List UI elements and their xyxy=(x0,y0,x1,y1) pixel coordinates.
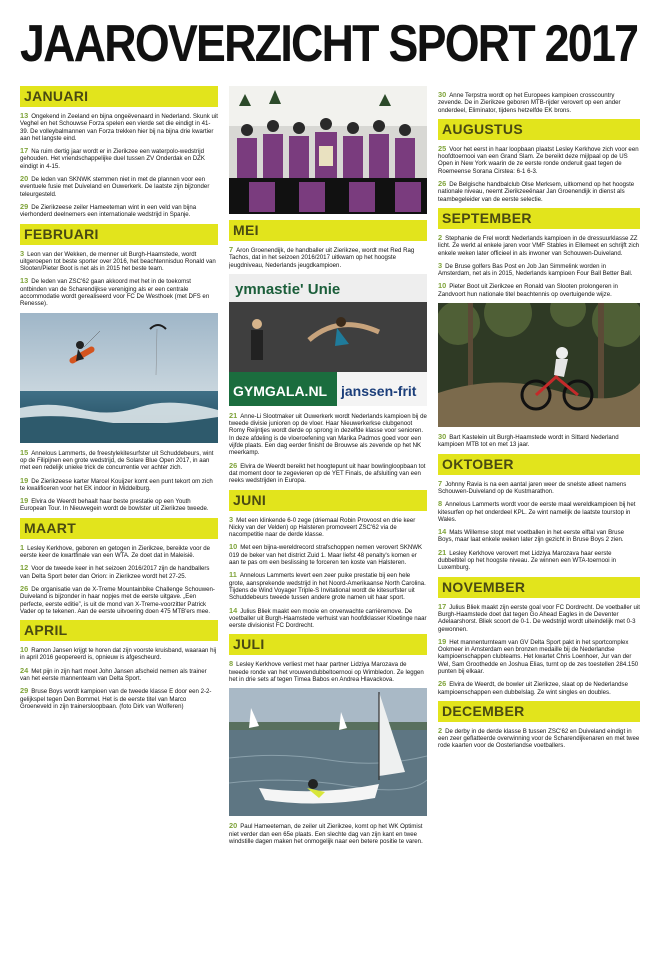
entry-text: Paul Hameeteman, de zeiler uit Zierikzee, komt op het WK Optimist niet verder dan een 65e plaats. Een slechte dag van zijn kant en twee windstille dagen maken het onmogelijk naar een betere positie te varen. xyxy=(229,823,423,845)
entry-text: Leon van der Wekken, de menner uit Burgh-Haamstede, wordt uitgeroepen tot beste sporter over 2016, het beachtennisduo Ronald van Slooten/Pieter Boot is net als in 2015 het beste team. xyxy=(20,250,216,273)
entry-text: Ramon Jansen krijgt te horen dat zijn voorste kruisband, waaraan hij in april 2016 geopereerd is, opnieuw is afgescheurd. xyxy=(20,647,217,662)
sailing-photo xyxy=(229,688,427,816)
entry-day: 29 xyxy=(20,686,29,696)
entry xyxy=(229,543,427,566)
entry xyxy=(438,433,640,449)
entry-day: 26 xyxy=(438,679,447,689)
entry xyxy=(438,262,640,278)
entry xyxy=(20,112,218,142)
entry-day: 15 xyxy=(20,447,29,457)
entry-text: Elvira de Weerdt bereikt het hoogtepunt uit haar bowlingloopbaan tot dat moment door te zegevieren op de YET Finals, de afsluiting van een reeks wedstrijden in Europa. xyxy=(229,462,426,485)
entry-day: 20 xyxy=(229,821,238,831)
entry xyxy=(438,680,640,696)
entry xyxy=(229,607,427,630)
entry xyxy=(20,564,218,580)
entry xyxy=(438,727,640,750)
entry xyxy=(438,282,640,298)
entry xyxy=(229,822,427,845)
entry-day: 10 xyxy=(20,645,29,655)
gymnastics-photo xyxy=(229,274,427,406)
entry-text: De Zierikzeese zeiler Hameeteman wint in een veld van bijna vierhonderd deelnemers een internationale wedstrijd in Spanje. xyxy=(20,203,197,219)
entry-text: De leden van ZSC'62 gaan akkoord met het in de toekomst ontbinden van de Scharendijkse vereniging als er een centrale accommodatie wordt gerealiseerd voor FC De Westhoek (met DFS en Renesse). xyxy=(20,278,210,308)
entry xyxy=(438,638,640,675)
month-heading-oktober: OKTOBER xyxy=(438,454,640,475)
entry-day: 3 xyxy=(229,514,234,524)
entry xyxy=(20,175,218,198)
entry-day: 19 xyxy=(20,475,29,485)
month-heading-april: APRIL xyxy=(20,620,218,641)
entry-day: 1 xyxy=(20,542,25,552)
entry-day: 13 xyxy=(20,276,29,286)
entry-day: 19 xyxy=(20,496,29,506)
entry-day: 8 xyxy=(438,499,443,509)
entry-day: 19 xyxy=(438,636,447,646)
entry-day: 21 xyxy=(438,547,447,557)
entry-day: 17 xyxy=(438,601,447,611)
entry-day: 26 xyxy=(438,179,447,189)
entry-day: 3 xyxy=(20,248,25,258)
column-2 xyxy=(229,86,427,966)
entry xyxy=(20,585,218,615)
month-heading-januari: JANUARI xyxy=(20,86,218,107)
entry xyxy=(229,412,427,457)
month-heading-maart: MAART xyxy=(20,518,218,539)
entry-text: Annelous Lammerts, de freestylekitesurfster uit Schuddebeurs, wint op de Filipijnen een grote wedstrijd, de Solare Blue Open 2017, in aan met een redelijk unieke trick de concurrentie ver achter zich. xyxy=(20,449,214,472)
entry-text: Elvira de Weerdt behaalt haar beste prestatie op een Youth European Tour. In Nieuwegein wordt de bowlster uit Zierikzee tweede. xyxy=(20,498,209,513)
entry-text: Julius Bliek maakt zijn eerste goal voor FC Dordrecht. De voetballer uit Burgh-Haamstede doet dat tegen Go Ahead Eagles in de Deventer Adelaarshorst. Bliek scoort de 0-1. De wedstrijd wordt uiteindelijk met 0-3 gewonnen. xyxy=(438,603,640,633)
entry-day: 25 xyxy=(438,143,447,153)
column-1 xyxy=(20,86,218,966)
entry-text: De Belgische handbalclub Olse Merksem, uitkomend op het hoogste nationale niveau, neemt Zierikzeeënaar Jan Groenendijk in dienst als teambegeleider van de eerste selectie. xyxy=(438,181,635,203)
entry-text: De Zierikzeese karter Marcel Kouijzer komt een punt tekort om zich te kwalificeren voor het EK indoor in Middelburg. xyxy=(20,477,213,492)
entry-text: Voor het eerst in haar loopbaan plaatst Lesley Kerkhove zich voor een hoofdtoernooi van een Grand Slam. Ze bereikt deze mijlpaal op de US Open in New York waarin de ze eerste ronde onderuit gaat tegen de Roemeense Sorana Cirstea: 6-1 6-3. xyxy=(438,145,639,175)
entry xyxy=(20,667,218,683)
entry-text: Pieter Boot uit Zierikzee en Ronald van Slooten prolongeren in Zandvoort hun nationale titel beachtennis op overtuigende wijze. xyxy=(438,283,618,298)
entry-text: Bruse Boys wordt kampioen van de tweede klasse E door een 2-2-gelijkspel tegen Den Bommel. Het is de eerste titel van Marco Groeneveld in zijn trainersloopbaan. (foto Dirk van Wolferen) xyxy=(20,688,212,710)
month-heading-juli: JULI xyxy=(229,634,427,655)
entry-text: Elvira de Weerdt, de bowler uit Zierikzee, slaat op de Nederlandse kampioenschappen een dubbelslag. Ze wint singles en doubles. xyxy=(438,681,628,696)
entry xyxy=(20,250,218,273)
entry xyxy=(229,246,427,269)
entry xyxy=(229,571,427,601)
gymgala-text: GYMGALA.NL xyxy=(233,382,328,399)
entry xyxy=(438,234,640,257)
entry-text: Julius Bliek maakt een mooie en onverwachte carrièremove. De voetballer uit Burgh-Haamstede verhuist van hoofdklasser Kloetinge naar eerste divisionist FC Dordrecht. xyxy=(229,607,427,630)
month-heading-augustus: AUGUSTUS xyxy=(438,119,640,140)
entry-day: 11 xyxy=(229,570,237,580)
entry-day: 13 xyxy=(20,111,29,120)
entry-day: 2 xyxy=(438,232,443,242)
entry xyxy=(20,147,218,170)
entry xyxy=(438,180,640,203)
entry xyxy=(229,462,427,485)
entry-day: 24 xyxy=(20,665,29,675)
entry-text: Annelous Lammerts levert een zeer puike prestatie bij een hele grote, aansprekende wedstrijd in het Noord-Amerikaanse North Carolina. Tijdens de Wind Voyager Triple-S Invitational wordt de kitesurfster uit Schuddebeurs tweede tussen andere grote namen uit haar sport. xyxy=(229,572,426,602)
entry-day: 10 xyxy=(229,542,238,552)
entry-day: 21 xyxy=(229,410,238,420)
entry-text: De leden van SKNWK stemmen niet in met de plannen voor een eventuele fusie met Duiveland en Ouwerkerk. De laatste zijn bijzonder teleurgesteld. xyxy=(20,176,210,198)
entry-day: 7 xyxy=(229,245,234,254)
kitesurf-photo xyxy=(20,313,218,443)
entry-text: Na ruim dertig jaar wordt er in Zierikzee een waterpolo-wedstrijd gehouden. Het vriendschappelijke duel tussen ZV Onderdak en DZK eindigt in 4-15. xyxy=(20,148,205,170)
entry-day: 20 xyxy=(20,174,29,184)
football-team-photo xyxy=(229,86,427,214)
entry-day: 8 xyxy=(229,659,234,669)
mountainbike-photo xyxy=(438,303,640,427)
entry-text: Lesley Kerkhove verliest met haar partner Lidziya Marozava de tweede ronde van het vrouwendubbeltoernooi op Wimbledon. Ze leggen het in drie sets af tegen Timea Babos en Andrea Hlavackova. xyxy=(229,661,424,684)
entry-text: Stephanie de Frel wordt Nederlands kampioen in de dressuurklasse ZZ licht. Ze werkt al enkele jaren voor VMF Stables in Ellemeet en schrijft zich enkele weken later officieel in als inwoner van Schouwen-Duiveland. xyxy=(438,234,640,257)
month-heading-mei: MEI xyxy=(229,220,427,241)
entry-day: 3 xyxy=(438,260,443,270)
entry-text: Het mannenturnteam van GV Delta Sport pakt in het sportcomplex Ookmeer in Amsterdam een bronzen medaille bij de Nederlandse kampioenschappen clubteams. Het kwartet Chris Loenhoer, Jur van der Wel, Sam Groothedde en Joshua Elias, turnt op de zes toestellen 284.150 punten bij elkaar. xyxy=(438,638,639,675)
entry-text: Johnny Ravia is na een aantal jaren weer de snelste atleet namens Schouwen-Duiveland op de Kustmarathon. xyxy=(438,480,627,495)
entry-day: 12 xyxy=(20,563,29,573)
column-3 xyxy=(438,86,640,966)
entry xyxy=(20,449,218,472)
entry xyxy=(438,528,640,544)
entry-text: Met een klinkende 6-0 zege (driemaal Robin Provoost en drie keer Nicky van der Velden) op Halsteren promoveert ZSC'62 via de nacompetitie naar de derde klasse. xyxy=(229,516,416,539)
entry xyxy=(20,544,218,560)
entry-text: Lesley Kerkhove verovert met Lidziya Marozava haar eerste dubbeltitel op het hoogste niveau. Ze winnen een WTA-toernooi in Luxemburg. xyxy=(438,549,617,572)
entry-day: 17 xyxy=(20,146,29,156)
entry xyxy=(438,480,640,496)
entry-text: Anne Terpstra wordt op het Europees kampioen crosscountry zevende. De in Zierikzee geboren MTB-rijder verovert op een ander onderdeel, Eliminator, tijdens hetzelfde EK brons. xyxy=(438,92,621,114)
entry xyxy=(229,516,427,539)
entry-day: 30 xyxy=(438,90,447,99)
gymnastics-banner-text: ymnastie' Unie xyxy=(235,280,341,298)
page-title: JAAROVERZICHT SPORT 2017 xyxy=(20,15,638,73)
month-heading-november: NOVEMBER xyxy=(438,577,640,598)
entry-text: Voor de tweede keer in het seizoen 2016/2017 zijn de handballers van Delta Sport beter dan Orion: in Zierikzee wordt het 27-25. xyxy=(20,565,210,580)
entry-text: Met pijn in zijn hart moet John Jansen afscheid nemen als trainer van het eerste mannenteam van Delta Sport. xyxy=(20,667,207,682)
entry xyxy=(438,91,640,114)
kitesurf-image xyxy=(20,313,218,443)
sailing-image xyxy=(229,688,427,816)
entry xyxy=(438,145,640,175)
entry-day: 26 xyxy=(20,583,29,593)
entry-day: 29 xyxy=(20,201,29,211)
entry-day: 10 xyxy=(438,281,447,291)
entry-day: 14 xyxy=(229,605,238,615)
mountainbike-image xyxy=(438,303,640,427)
entry-text: Met een bijna-wereldrecord strafschoppen nemen verovert SKNWK 019 de beker van het district Zuid 1. Maar liefst 48 penalty's komen er aan te pas om een beslissing te forceren ten koste van Halsteren. xyxy=(229,544,423,567)
entry-text: Annelous Lammerts wordt voor de eerste maal wereldkampioen bij het kitesurfen op het onderdeel KPL. Ze wint namelijk de laatste tourstop in Wales. xyxy=(438,501,636,523)
entry-text: De organisatie van de X-Treme Mountainbike Challenge Schouwen-Duiveland is bijzonder in haar nopjes met de eerste uitgave. „Een perfecte, eerste editie”, is uit de mond van X-Treme-voorzitter Patrick Vader op te tekenen. Aan de eerste uitvoering doen 475 MTB'ers mee. xyxy=(20,585,215,615)
entry-day: 30 xyxy=(438,432,447,442)
entry xyxy=(20,477,218,493)
entry xyxy=(20,646,218,662)
entry-text: De derby in de derde klasse B tussen ZSC'62 en Duiveland eindigt in een zeer geflatteerde overwinning voor de Scharendijkenaren en met twee rode kaarten voor de Oosterlandse voetballers. xyxy=(438,727,640,750)
entry xyxy=(20,277,218,307)
month-heading-september: SEPTEMBER xyxy=(438,208,640,229)
gymnastics-image xyxy=(229,274,427,406)
football-team-image xyxy=(229,86,427,214)
entry xyxy=(438,603,640,633)
entry xyxy=(20,203,218,219)
entry-day: 14 xyxy=(438,527,447,537)
entry-text: Ongekend in Zeeland en bijna ongeëvenaard in Nederland. Skunk uit Veghel en het Schouwse Forza spelen een vierde set die eindigt in 41-39. De volleybalmannen van Forza trekken hier bij na bijna drie kwartier aan het langste eind. xyxy=(20,113,218,142)
entry xyxy=(229,660,427,683)
month-heading-juni: JUNI xyxy=(229,490,427,511)
entry xyxy=(20,497,218,513)
entry xyxy=(20,687,218,710)
entry-text: De Bruse golfers Bas Post en Job Jan Simmelink worden in Amsterdam, net als in 2015, Nederlands kampioen Four Ball Better Ball. xyxy=(438,262,633,278)
entry-text: Mats Willemse stopt met voetballen in het eerste elftal van Bruse Boys, maar laat enkele weken later zijn gezicht in Bruse Boys 2 zien. xyxy=(438,529,625,544)
month-heading-februari: FEBRUARI xyxy=(20,224,218,245)
entry xyxy=(438,549,640,572)
month-heading-december: DECEMBER xyxy=(438,701,640,722)
entry-day: 7 xyxy=(438,478,443,488)
janssen-text: janssen-frit xyxy=(341,382,417,399)
entry-text: Aron Groenendijk, de handballer uit Zierikzee, wordt met Red Rag Tachos, dat in het seizoen 2016/2017 uitkwam op het hoogste jeugdniveau, Nederlands jeugdkampioen. xyxy=(229,247,415,269)
entry-text: Lesley Kerkhove, geboren en getogen in Zierikzee, bereikte voor de eerste keer de kwartfinale van een WTA. Ze doet dat in Maleisië. xyxy=(20,544,211,560)
entry-text: Bart Kastelein uit Burgh-Haamstede wordt in Sittard Nederland kampioen MTB tot en met 13 jaar. xyxy=(438,434,619,449)
entry-text: Anne-Li Slootmaker uit Ouwerkerk wordt Nederlands kampioen bij de tweede divisie junioren op de vloer. Haar Nieuwerkerkse clubgenoot Romy Reijntjes wordt derde op sprong in dezelfde klasse voor senioren. In deze afdeling is de vloeroefening van Marika Padmos goed voor een vijfde plaats. Een dag eerder finisht de Brouwse als zevende op het NK meerkamp. xyxy=(229,412,427,457)
entry-day: 2 xyxy=(438,725,443,735)
entry-day: 26 xyxy=(229,460,238,470)
entry xyxy=(438,500,640,523)
